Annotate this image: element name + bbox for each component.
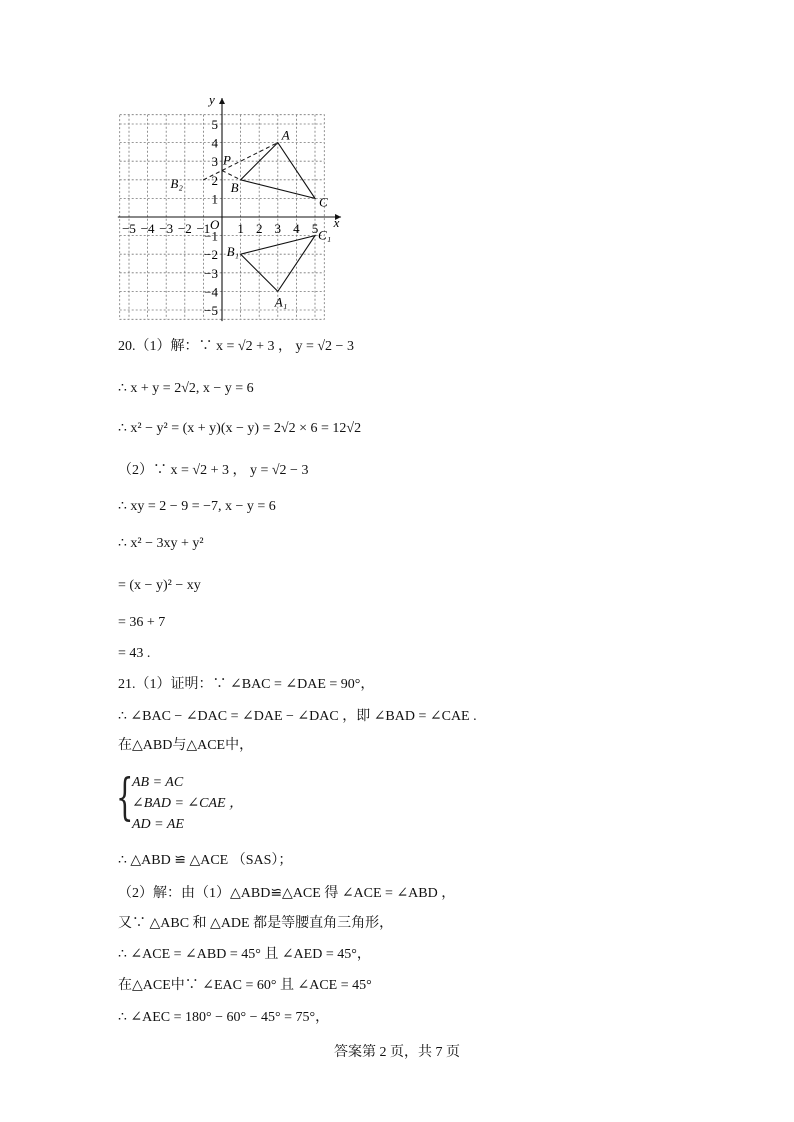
axes (118, 92, 341, 321)
y-tick-label: 4 (211, 135, 218, 151)
q20-line-9: = 43 . (118, 646, 151, 661)
y-tick-label: −1 (204, 228, 218, 244)
q21-line-3: 在△ABD与△ACE中， (118, 738, 254, 753)
x-tick-label: 3 (274, 221, 282, 236)
q20-line-1: 20.（1）解：∵ x = √2 + 3 ， y = √2 − 3 (118, 339, 354, 354)
q20-line-5: ∴ xy = 2 − 9 = −7, x − y = 6 (118, 499, 276, 514)
point-label-b: B (230, 179, 239, 195)
q21-line-7: ∴ ∠ACE = ∠ABD = 45° 且 ∠AED = 45°， (118, 947, 371, 962)
q21-line-1: 21.（1）证明：∵ ∠BAC = ∠DAE = 90°， (118, 677, 375, 692)
system-brace: { (116, 768, 134, 826)
y-axis-label: y (209, 91, 215, 107)
page-footer: 答案第 2 页，共 7 页 (334, 1045, 460, 1060)
point-label-c1: C₁ (318, 227, 332, 243)
y-tick-label: −2 (204, 247, 218, 263)
point-labels (170, 128, 331, 310)
dashed-p-b (222, 171, 241, 180)
q20-line-7: = (x − y)² − xy (118, 578, 201, 593)
x-tick-label: 1 (237, 221, 244, 236)
y-tick-label: 3 (211, 154, 218, 170)
y-tick-label: −4 (204, 284, 218, 300)
y-axis-arrow (219, 98, 225, 104)
point-label-a1: A₁ (274, 294, 288, 310)
coordinate-graph (0, 0, 794, 330)
q20-line-6: ∴ x² − 3xy + y² (118, 536, 204, 551)
origin-label: O (210, 217, 220, 232)
y-tick-label: 2 (211, 172, 218, 188)
x-tick-label: −5 (122, 221, 136, 236)
q21-line-6: 又∵ △ABC 和 △ADE 都是等腰直角三角形， (118, 916, 394, 931)
x-tick-label: −3 (159, 221, 174, 236)
y-tick-label: −3 (204, 265, 218, 281)
q21-line-4: ∴ △ABD ≌ △ACE （SAS）； (118, 853, 293, 868)
q21-line-8: 在△ACE中∵ ∠EAC = 60° 且 ∠ACE = 45° (118, 978, 372, 993)
x-tick-label: −2 (177, 221, 192, 236)
x-tick-label: 2 (255, 221, 263, 236)
x-tick-label: 4 (293, 221, 300, 236)
q20-line-4: （2）∵ x = √2 + 3 ， y = √2 − 3 (118, 463, 309, 478)
q21-line-2: ∴ ∠BAC − ∠DAC = ∠DAE − ∠DAC ，即 ∠BAD = ∠CAE . (118, 709, 477, 724)
system-eq-2: ∠BAD = ∠CAE ， (132, 796, 244, 811)
point-label-a: A (281, 127, 290, 143)
q21-line-9: ∴ ∠AEC = 180° − 60° − 45° = 75°， (118, 1010, 330, 1025)
point-label-p: P (223, 152, 231, 168)
x-tick-label: 5 (311, 221, 319, 236)
point-label-b2: B₂ (170, 175, 183, 191)
system-eq-1: AB = AC (132, 775, 184, 790)
q21-line-5: （2）解：由（1）△ABD≌△ACE 得 ∠ACE = ∠ABD ， (118, 886, 456, 901)
q20-line-8: = 36 + 7 (118, 615, 166, 630)
point-label-b1: B₁ (226, 244, 240, 260)
point-label-c: C (319, 194, 328, 210)
x-tick-label: −1 (196, 221, 211, 236)
q20-line-3: ∴ x² − y² = (x + y)(x − y) = 2√2 × 6 = 12√2 (118, 421, 362, 436)
y-tick-label: 5 (211, 117, 218, 132)
x-tick-label: −4 (140, 221, 155, 236)
system-eq-3: AD = AE (132, 817, 184, 832)
y-tick-label: 1 (211, 191, 218, 207)
y-tick-label: −5 (204, 303, 218, 318)
x-axis-label: x (333, 215, 340, 230)
q20-line-2: ∴ x + y = 2√2, x − y = 6 (118, 381, 254, 396)
